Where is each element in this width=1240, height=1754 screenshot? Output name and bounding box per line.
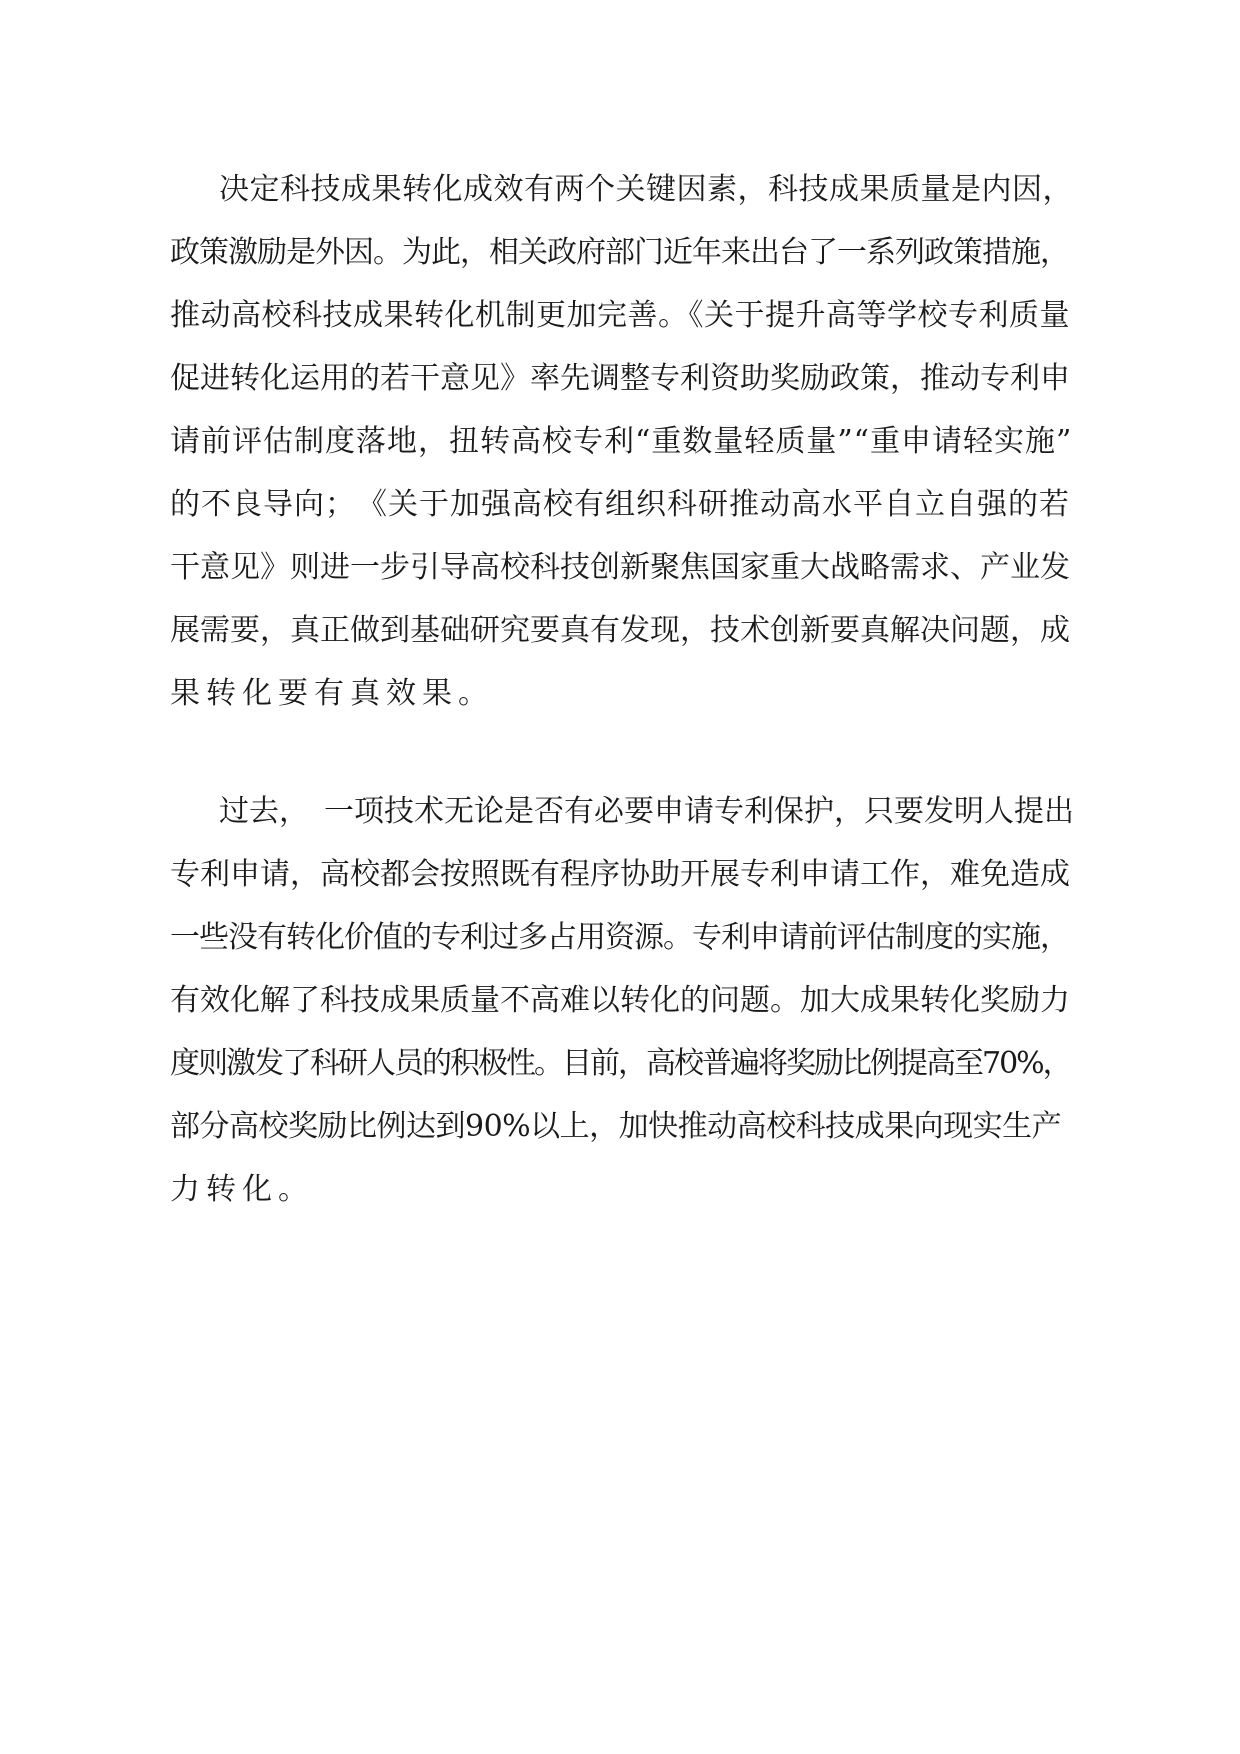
paragraph-2-line-7: 力转化。 xyxy=(170,1172,314,1207)
paragraph-2-line-4: 有效化解了科技成果质量不高难以转化的问题。加大成果转化奖励力 xyxy=(170,983,1070,1018)
paragraph-2-line-1: 过去， 一项技术无论是否有必要申请专利保护，只要发明人提出 xyxy=(219,794,1074,829)
paragraph-1-line-5: 请前评估制度落地，扭转高校专利“重数量轻质量”“重申请轻实施” xyxy=(170,424,1073,459)
paragraph-1-line-3: 推动高校科技成果转化机制更加完善。《关于提升高等学校专利质量 xyxy=(170,298,1070,333)
paragraph-1-line-6: 的不良导向； 《关于加强高校有组织科研推动高水平自立自强的若 xyxy=(170,487,1070,522)
paragraph-1-line-9: 果转化要有真效果。 xyxy=(170,676,494,711)
paragraph-1-line-1: 决定科技成果转化成效有两个关键因素，科技成果质量是内因， xyxy=(219,172,1073,207)
paragraph-1-line-8: 展需要，真正做到基础研究要真有发现，技术创新要真解决问题，成 xyxy=(170,613,1070,648)
paragraph-1-line-7: 干意见》则进一步引导高校科技创新聚焦国家重大战略需求、产业发 xyxy=(170,550,1070,585)
paragraph-2-line-3: 一些没有转化价值的专利过多占用资源。专利申请前评估制度的实施， xyxy=(170,920,1069,955)
paragraph-1-line-2: 政策激励是外因。为此，相关政府部门近年来出台了一系列政策措施， xyxy=(170,235,1069,270)
paragraph-2-line-2: 专利申请，高校都会按照既有程序协助开展专利申请工作，难免造成 xyxy=(170,857,1070,892)
paragraph-2-line-6: 部分高校奖励比例达到90%以上，加快推动高校科技成果向现实生产 xyxy=(170,1109,1062,1144)
paragraph-1-line-4: 促进转化运用的若干意见》率先调整专利资助奖励政策，推动专利申 xyxy=(170,361,1070,396)
paragraph-2-line-5: 度则激发了科研人员的积极性。目前，高校普遍将奖励比例提高至70%， xyxy=(170,1046,1071,1081)
